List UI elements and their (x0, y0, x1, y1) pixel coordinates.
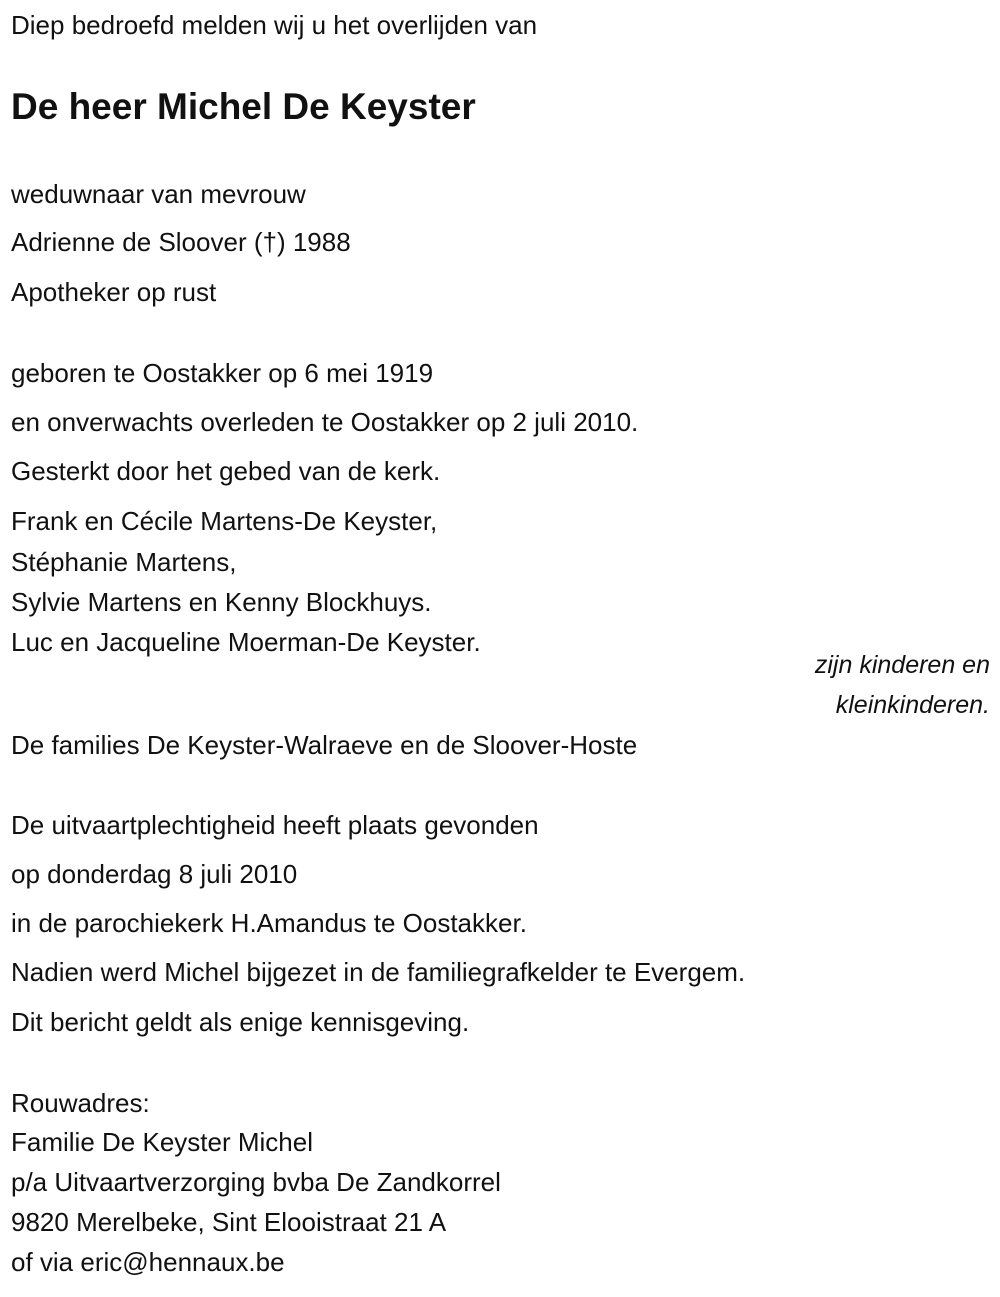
death-info: en onverwachts overleden te Oostakker op 2 juli 2010. (11, 407, 639, 437)
address-line: 9820 Merelbeke, Sint Elooistraat 21 A (11, 1207, 447, 1237)
intro-text: Diep bedroefd melden wij u het overlijden van (11, 10, 538, 40)
deceased-name: De heer Michel De Keyster (11, 86, 476, 127)
profession: Apotheker op rust (11, 277, 217, 307)
family-member: Stéphanie Martens, (11, 547, 237, 577)
family-role: kleinkinderen. (835, 691, 990, 719)
address-line: Familie De Keyster Michel (11, 1127, 313, 1157)
spouse-intro: weduwnaar van mevrouw (11, 179, 306, 209)
funeral-line: Nadien werd Michel bijgezet in de familiegrafkelder te Evergem. (11, 957, 746, 987)
funeral-line: De uitvaartplechtigheid heeft plaats gevonden (11, 810, 539, 840)
address-line: p/a Uitvaartverzorging bvba De Zandkorrel (11, 1167, 501, 1197)
address-line: Rouwadres: (11, 1088, 150, 1118)
family-member: Frank en Cécile Martens-De Keyster, (11, 506, 438, 536)
family-member: Luc en Jacqueline Moerman-De Keyster. (11, 627, 481, 657)
funeral-line: in de parochiekerk H.Amandus te Oostakker. (11, 908, 527, 938)
church-text: Gesterkt door het gebed van de kerk. (11, 456, 441, 486)
family-role: zijn kinderen en (814, 651, 990, 679)
family-member: Sylvie Martens en Kenny Blockhuys. (11, 587, 432, 617)
spouse-name: Adrienne de Sloover (†) 1988 (11, 227, 351, 257)
funeral-line: Dit bericht geldt als enige kennisgeving. (11, 1007, 470, 1037)
contact-email: of via eric@hennaux.be (11, 1247, 285, 1277)
birth-info: geboren te Oostakker op 6 mei 1919 (11, 358, 434, 388)
funeral-line: op donderdag 8 juli 2010 (11, 859, 298, 889)
families-text: De families De Keyster-Walraeve en de Sloover-Hoste (11, 730, 638, 760)
